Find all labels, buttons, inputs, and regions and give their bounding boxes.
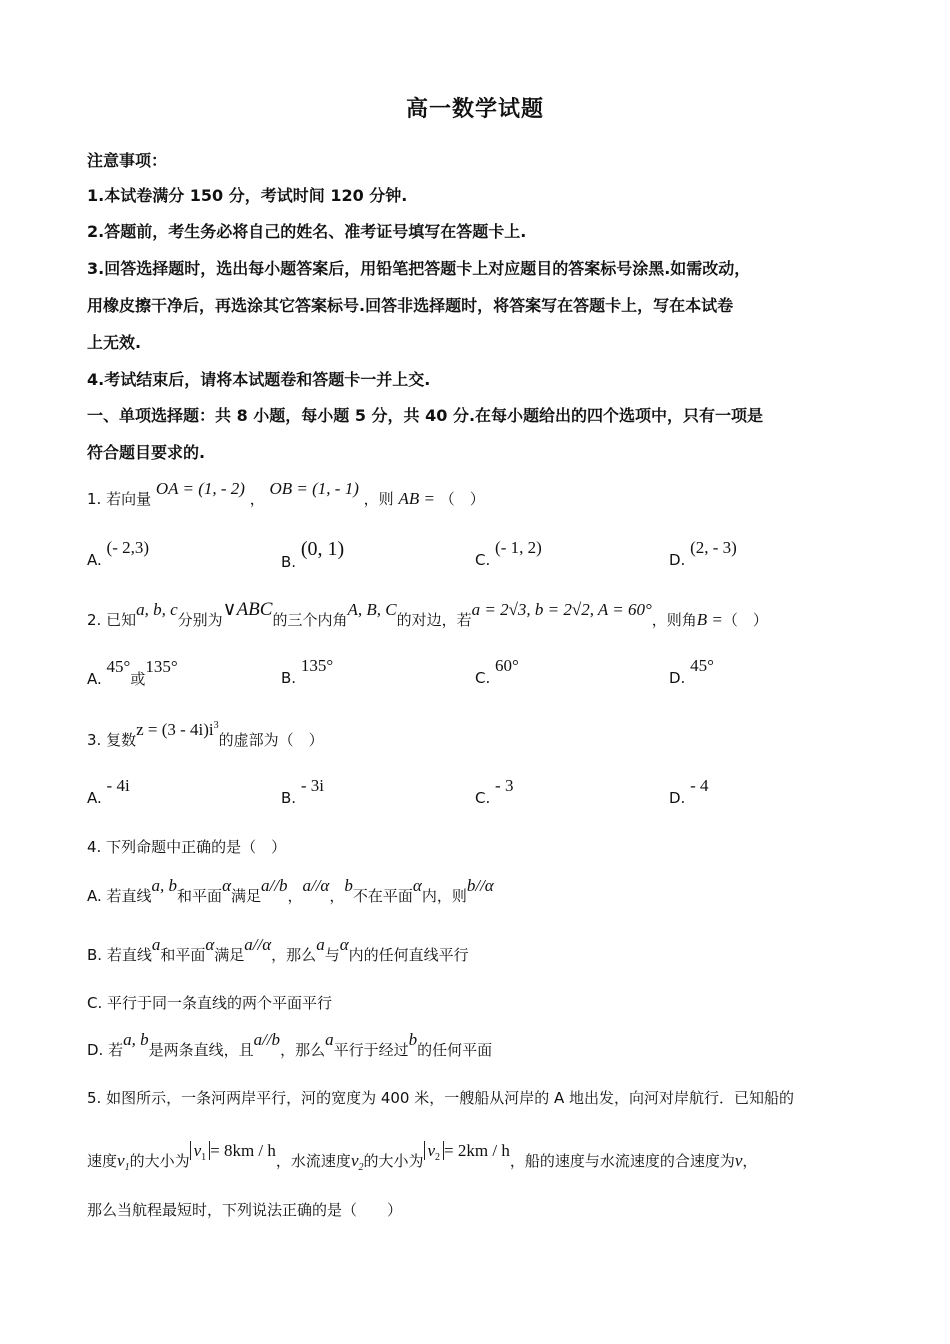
question-3-option-a: A. - 4i xyxy=(87,776,130,807)
vector-oa: OA = (1, - 2) xyxy=(155,479,245,498)
question-2-option-a: A. 45°或135° xyxy=(87,657,178,688)
question-5-line-1: 5. 如图所示，一条河两岸平行，河的宽度为 400 米，一艘船从河岸的 A 地出发，向河对岸航行．已知船的 xyxy=(87,1089,795,1107)
question-4-option-d: D. 若a, b是两条直线，且a//b，那么a平行于经过b的任何平面 xyxy=(87,1030,493,1059)
note-item-3-line-2: 用橡皮擦干净后，再选涂其它答案标号.回答非选择题时，将答案写在答题卡上，写在本试卷 xyxy=(87,296,734,315)
question-3-stem: 3. 复数$z = (3 - 4i)i^3$的虚部为（ ） xyxy=(87,720,324,749)
note-item-1: 1.本试卷满分 150 分，考试时间 120 分钟. xyxy=(87,186,408,205)
triangle-abc: ∨ABC xyxy=(222,599,273,620)
question-4-option-c: C. 平行于同一条直线的两个平面平行 xyxy=(87,994,333,1012)
question-1-option-a: A. (- 2,3) xyxy=(87,538,150,569)
question-1-option-c: C. (- 1, 2) xyxy=(475,538,542,569)
question-1-option-b: B. (0, 1) xyxy=(281,538,345,571)
question-2-option-d: D. 45° xyxy=(669,656,714,687)
note-item-3-line-3: 上无效. xyxy=(87,333,142,352)
question-3-option-c: C. - 3 xyxy=(475,776,514,807)
question-4-stem: 4. 下列命题中正确的是（ ） xyxy=(87,838,287,856)
question-2-option-c: C. 60° xyxy=(475,656,519,687)
question-2-option-b: B. 135° xyxy=(281,656,334,687)
question-1-stem: 1. 若向量 OA = (1, - 2) ， OB = (1, - 1) ，则 AB = （ ） xyxy=(87,479,485,508)
question-4-option-b: B. 若直线a和平面α满足a//α，那么a与α内的任何直线平行 xyxy=(87,935,469,964)
exam-title: 高一数学试题 xyxy=(405,97,544,122)
note-item-2: 2.答题前，考生务必将自己的姓名、准考证号填写在答题卡上. xyxy=(87,222,527,241)
condition: a = 2√3, b = 2√2, A = 60° xyxy=(471,600,652,619)
section-heading-line-2: 符合题目要求的. xyxy=(87,443,206,462)
section-heading-line-1: 一、单项选择题：共 8 小题，每小题 5 分，共 40 分.在每小题给出的四个选项中，只有一项是 xyxy=(87,406,764,425)
vector-ob: OB = (1, - 1) xyxy=(269,479,359,498)
question-5-line-2: 速度$v_1$的大小为$v_1 = 8km / h$，水流速度$v_2$的大小为$v_2 = 2km / h$，船的速度与水流速度的合速度为v， xyxy=(87,1141,758,1173)
question-4-option-a: A. 若直线a, b和平面α满足a//b，a//α，b不在平面α内，则b//α xyxy=(87,876,494,905)
notes-heading: 注意事项： xyxy=(87,151,168,170)
question-1-option-d: D. (2, - 3) xyxy=(669,538,737,569)
question-3-option-b: B. - 3i xyxy=(281,776,324,807)
question-5-line-3: 那么当航程最短时，下列说法正确的是（ ） xyxy=(87,1201,403,1219)
note-item-3-line-1: 3.回答选择题时，选出每小题答案后，用铅笔把答题卡上对应题目的答案标号涂黑.如需改动， xyxy=(87,259,751,278)
question-2-stem: 2. 已知a, b, c分别为∨ABC的三个内角A, B, C的对边，若a = 2√3, b = 2√2, A = 60°，则角B =（ ） xyxy=(87,599,768,629)
vector-ab: AB = xyxy=(398,489,435,508)
complex-expression: $z = (3 - 4i)i^3$ xyxy=(136,720,219,739)
question-3-option-d: D. - 4 xyxy=(669,776,709,807)
note-item-4: 4.考试结束后，请将本试题卷和答题卡一并上交. xyxy=(87,370,431,389)
